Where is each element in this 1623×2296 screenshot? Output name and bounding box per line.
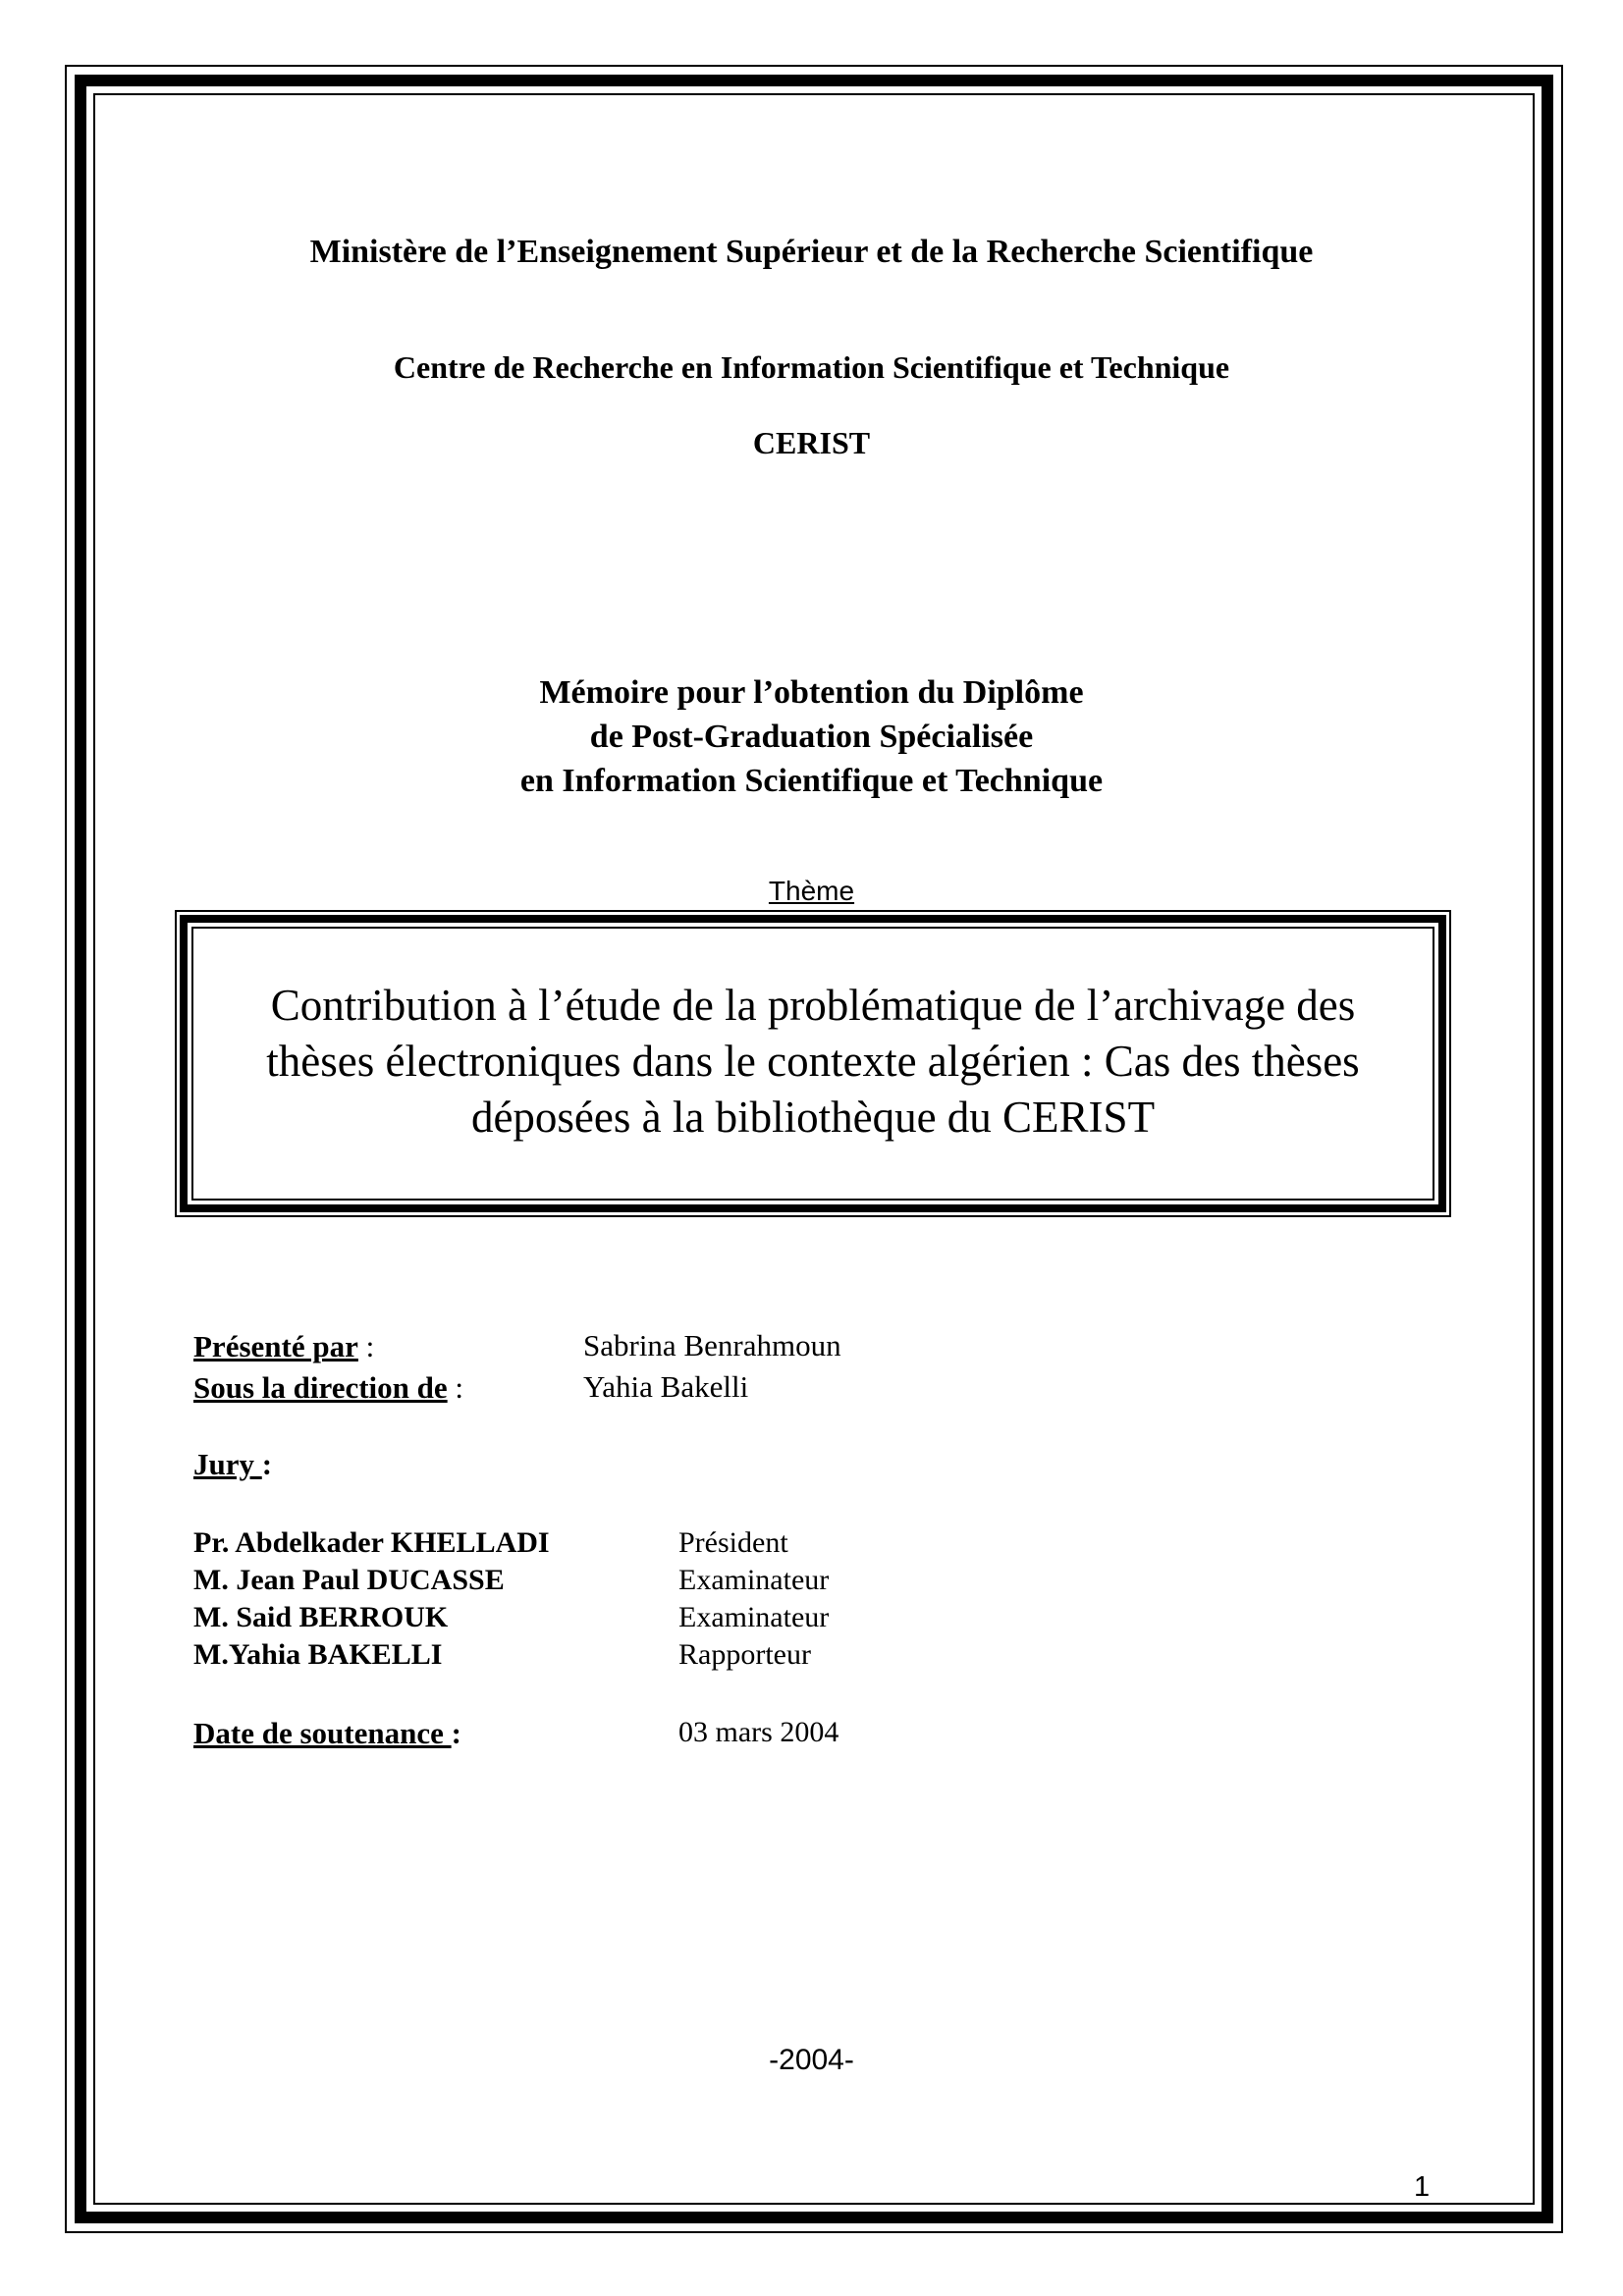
jury-member-role: Rapporteur — [678, 1638, 811, 1671]
presented-by-separator: : — [357, 1329, 375, 1363]
centre-acronym: CERIST — [752, 425, 871, 460]
presented-by-label-text: Présenté par — [193, 1329, 358, 1363]
jury-member-name: M.Yahia BAKELLI — [193, 1638, 443, 1671]
jury-member-name: Pr. Abdelkader KHELLADI — [193, 1526, 550, 1559]
jury-member-role: Examinateur — [678, 1564, 830, 1596]
jury-member-name: M. Jean Paul DUCASSE — [193, 1564, 505, 1596]
jury-label — [193, 1447, 272, 1482]
ministry-heading: Ministère de l’Enseignement Supérieur et de la Recherche Scientifique — [309, 234, 1314, 270]
defense-date-label — [193, 1716, 461, 1751]
direction-label — [193, 1370, 463, 1406]
research-centre-heading: Centre de Recherche en Information Scientifique et Technique — [393, 349, 1230, 385]
defense-date-label-text: Date de soutenance — [193, 1716, 452, 1750]
thesis-title-line-1: Contribution à l’étude de la problématique de l’archivage des — [270, 981, 1356, 1030]
diploma-line-2: de Post-Graduation Spécialisée — [589, 719, 1034, 755]
thesis-title-line-3: déposées à la bibliothèque du CERIST — [470, 1093, 1156, 1142]
jury-separator: : — [261, 1447, 273, 1481]
theme-label: Thème — [768, 876, 855, 906]
defense-date: 03 mars 2004 — [678, 1716, 839, 1748]
author-name: Sabrina Benrahmoun — [583, 1328, 841, 1362]
thesis-title — [191, 978, 1434, 1146]
jury-member-role: Président — [678, 1526, 788, 1559]
jury-label-text: Jury — [193, 1447, 262, 1481]
presented-by-label — [193, 1329, 374, 1364]
jury-member-name: M. Said BERROUK — [193, 1601, 449, 1633]
diploma-line-1: Mémoire pour l’obtention du Diplôme — [539, 674, 1084, 711]
jury-member-role: Examinateur — [678, 1601, 830, 1633]
diploma-line-3: en Information Scientifique et Technique — [519, 763, 1104, 799]
thesis-title-line-2: thèses électroniques dans le contexte algérien : Cas des thèses — [266, 1037, 1360, 1086]
supervisor-name: Yahia Bakelli — [583, 1369, 749, 1404]
direction-separator: : — [447, 1370, 464, 1405]
diploma-statement — [0, 670, 1623, 803]
year-footer: -2004- — [769, 2044, 854, 2076]
page-number: 1 — [1414, 2171, 1431, 2203]
defense-date-separator: : — [451, 1716, 461, 1750]
direction-label-text: Sous la direction de — [193, 1370, 448, 1405]
